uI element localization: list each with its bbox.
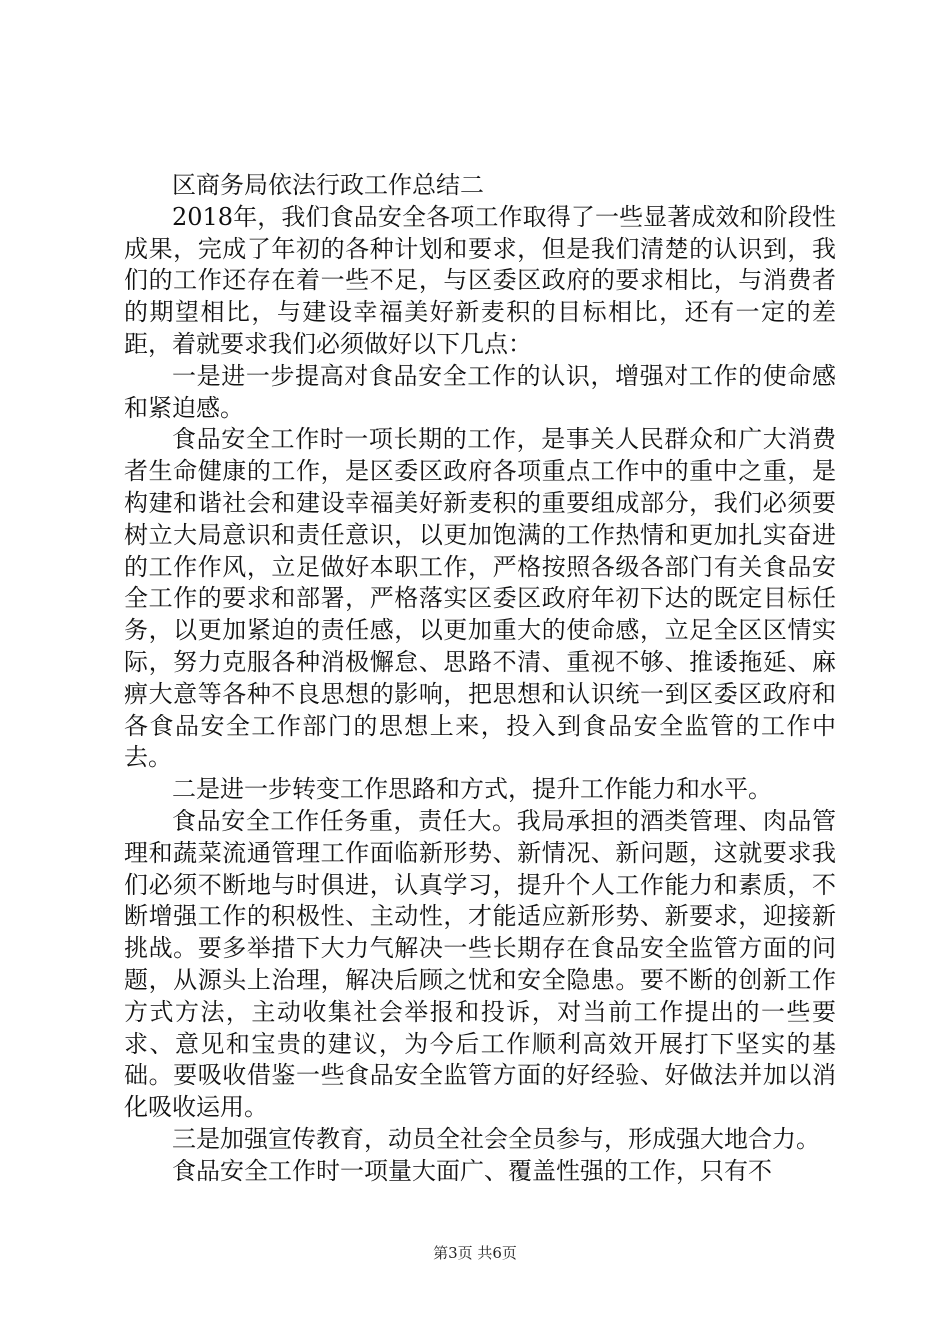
page-number-footer: 第3页 共6页 xyxy=(433,1244,517,1262)
paragraph-intro: 2018年，我们食品安全各项工作取得了一些显著成效和阶段性成果，完成了年初的各种计划和要求，但是我们清楚的认识到，我们的工作还存在着一些不足，与区委区政府的要求相比，与消费者的期望相比，与建设幸福美好新麦积的目标相比，还有一定的差距，着就要求我们必须做好以下几点： xyxy=(124,202,836,358)
paragraph-point-one-body: 食品安全工作时一项长期的工作，是事关人民群众和广大消费者生命健康的工作，是区委区政府各项重点工作中的重中之重，是构建和谐社会和建设幸福美好新麦积的重要组成部分，我们必须要树立大局意识和责任意识，以更加饱满的工作热情和更加扎实奋进的工作作风，立足做好本职工作，严格按照各级各部门有关食品安全工作的要求和部署，严格落实区委区政府年初下达的既定目标任务，以更加紧迫的责任感，以更加重大的使命感，立足全区区情实际，努力克服各种消极懈怠、思路不清、重视不够、推诿拖延、麻痹大意等各种不良思想的影响，把思想和认识统一到区委区政府和各食品安全工作部门的思想上来，投入到食品安全监管的工作中去。 xyxy=(124,425,836,772)
document-title: 区商务局依法行政工作总结二 xyxy=(172,171,484,199)
paragraph-point-one-heading: 一是进一步提高对食品安全工作的认识，增强对工作的使命感和紧迫感。 xyxy=(124,361,836,422)
paragraph-point-three-heading: 三是加强宣传教育，动员全社会全员参与，形成强大地合力。 xyxy=(172,1124,820,1153)
paragraph-point-two-heading: 二是进一步转变工作思路和方式，提升工作能力和水平。 xyxy=(172,775,772,804)
paragraph-point-three-body: 食品安全工作时一项量大面广、覆盖性强的工作，只有不 xyxy=(172,1156,772,1185)
paragraph-point-two-body: 食品安全工作任务重，责任大。我局承担的酒类管理、肉品管理和蔬菜流通管理工作面临新形势、新情况、新问题，这就要求我们必须不断地与时俱进，认真学习，提升个人工作能力和素质，不断增强工作的积极性、主动性，才能适应新形势、新要求，迎接新挑战。要多举措下大力气解决一些长期存在食品安全监管方面的问题，从源头上治理，解决后顾之忧和安全隐患。要不断的创新工作方式方法，主动收集社会举报和投诉，对当前工作提出的一些要求、意见和宝贵的建议，为今后工作顺利高效开展打下坚实的基础。要吸收借鉴一些食品安全监管方面的好经验、好做法并加以消化吸收运用。 xyxy=(124,806,836,1122)
document-body xyxy=(124,170,836,1188)
